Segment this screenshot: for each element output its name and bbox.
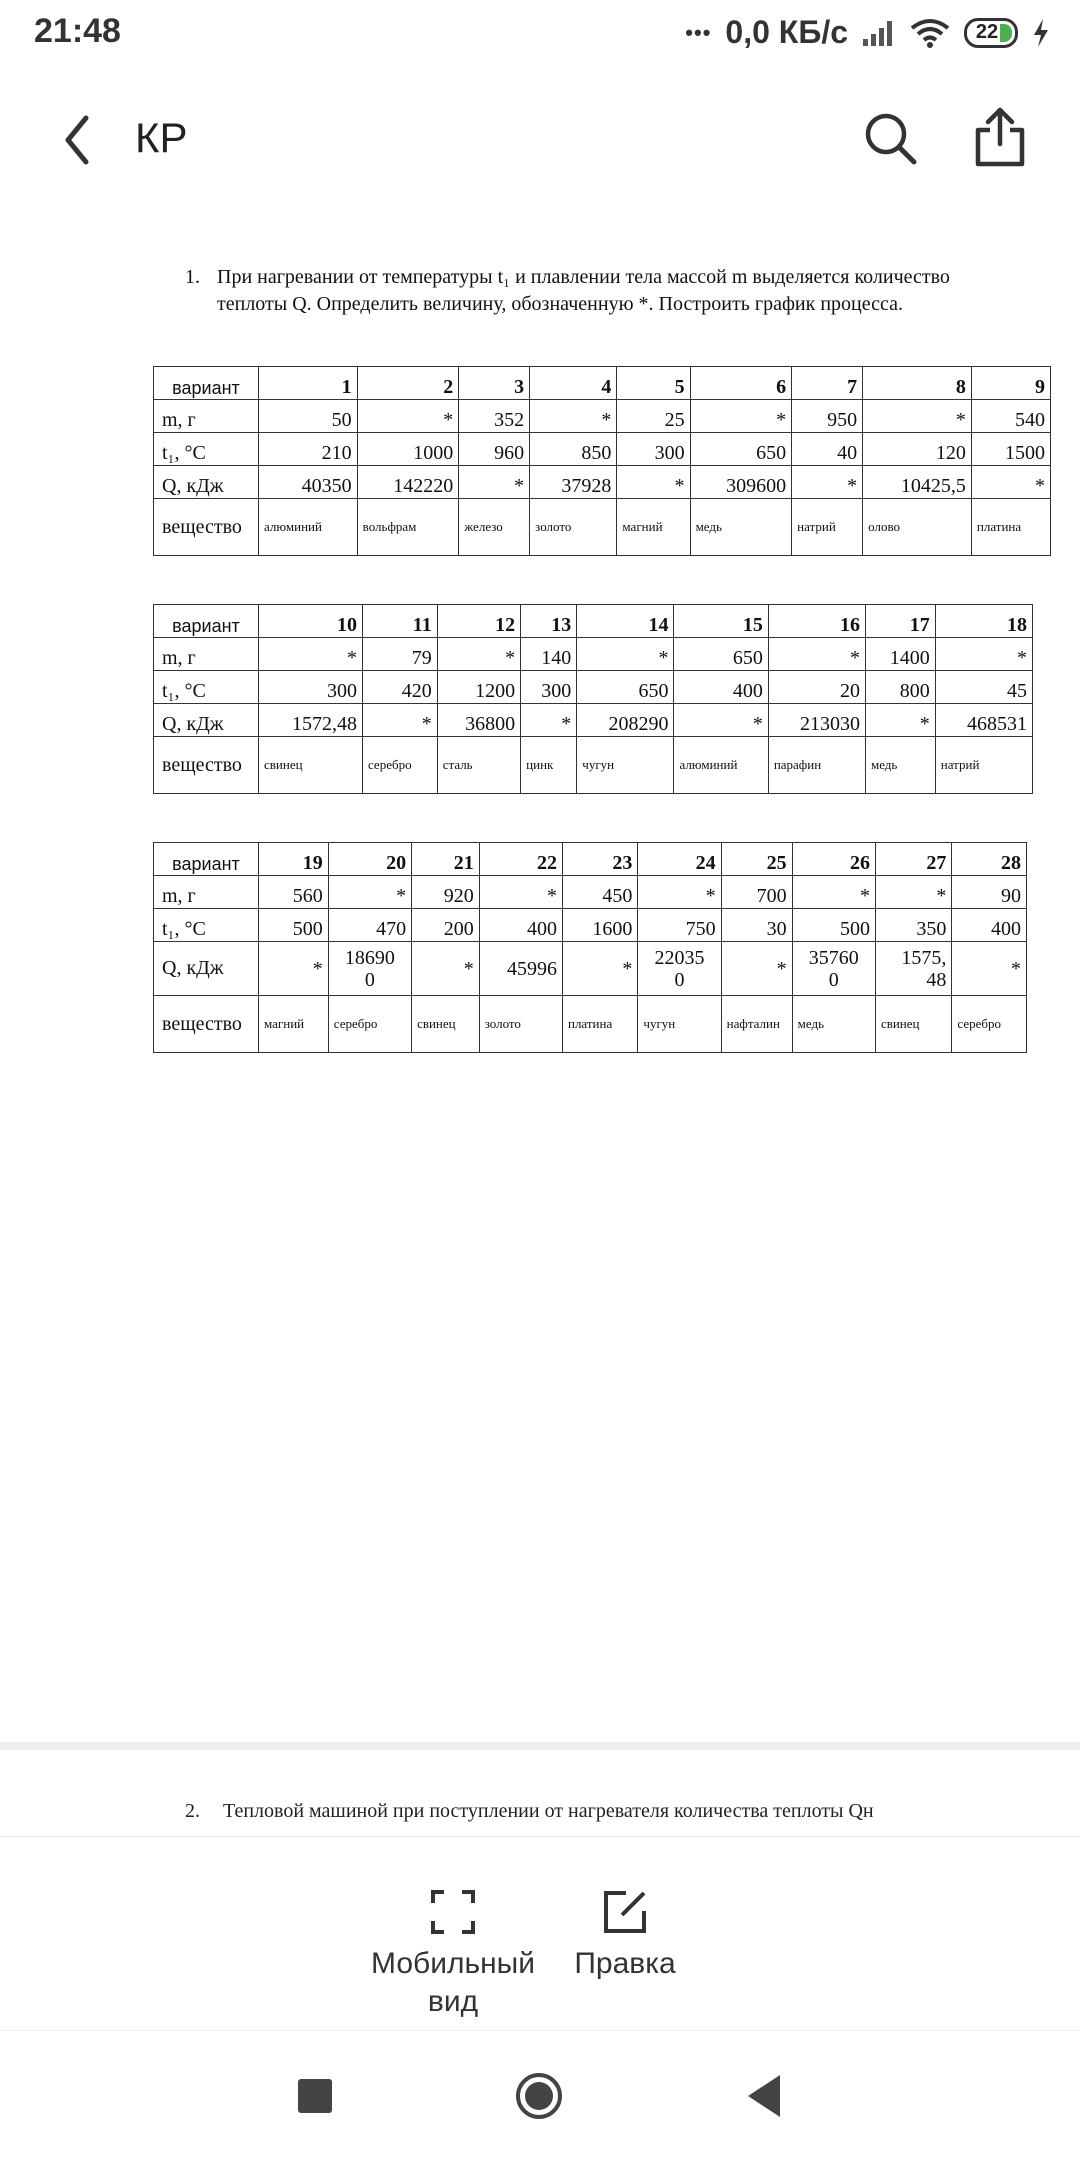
heat-cell: 22035 0 [638,942,721,996]
variant-cell: 20 [328,843,411,876]
table-row-variant [154,367,1051,400]
substance-cell: серебро [952,996,1027,1053]
variant-cell: 17 [865,605,935,638]
mass-cell: 79 [363,638,438,671]
variant-cell: 14 [577,605,674,638]
temp-cell: 1500 [971,433,1050,466]
table-row-substance [154,499,1051,556]
table-row-substance [154,996,1027,1053]
app-toolbar [0,90,1080,190]
temp-cell: 420 [363,671,438,704]
heat-cell: * [459,466,530,499]
question-text: При нагревании от температуры t₁ и плавлении тела массой m выделяется количество теплоты Q. Определить величину, обозначенную *. Построить график процесса. [217,266,950,315]
variant-cell: 11 [363,605,438,638]
substance-cell: медь [690,499,792,556]
question-number: 1. [185,266,200,288]
heat-cell: 213030 [768,704,865,737]
variant-cell: 22 [479,843,562,876]
heat-cell: 37928 [530,466,617,499]
row-label-temp: t₁, °C [154,909,259,942]
variant-cell: 27 [875,843,951,876]
row-label-mass: m, г [154,638,259,671]
variant-cell: 15 [674,605,768,638]
substance-cell: платина [971,499,1050,556]
temp-cell: 650 [690,433,792,466]
temp-cell: 470 [328,909,411,942]
substance-cell: парафин [768,737,865,794]
substance-cell: свинец [412,996,480,1053]
table-row-substance [154,737,1033,794]
edit-icon [602,1889,648,1935]
variant-cell: 9 [971,367,1050,400]
temp-cell: 30 [721,909,792,942]
variant-cell: 1 [259,367,358,400]
substance-cell: свинец [875,996,951,1053]
variants-table-3 [153,842,1027,1053]
heat-cell: * [412,942,480,996]
mass-cell: 920 [412,876,480,909]
mobile-view-label: Мобильный вид [371,1947,535,2018]
expand-icon [430,1889,476,1935]
variant-cell: 23 [562,843,637,876]
mass-cell: 140 [521,638,577,671]
battery-icon [964,18,1018,48]
mass-cell: 540 [971,400,1050,433]
mass-cell: * [792,876,875,909]
back-arrow-icon[interactable] [56,110,104,170]
temp-cell: 40 [792,433,863,466]
row-label-heat: Q, кДж [154,704,259,737]
battery-level: 22 [975,21,999,43]
heat-cell: * [521,704,577,737]
status-bar [0,0,1080,70]
mass-cell: 1400 [865,638,935,671]
question-2 [185,1800,874,1823]
mass-cell: 90 [952,876,1027,909]
mass-cell: * [935,638,1032,671]
heat-cell: * [971,466,1050,499]
mass-cell: * [863,400,972,433]
mass-cell: * [875,876,951,909]
row-label-mass: m, г [154,876,259,909]
temp-cell: 300 [617,433,690,466]
mass-cell: 950 [792,400,863,433]
temp-cell: 300 [521,671,577,704]
mass-cell: 650 [674,638,768,671]
heat-cell: 36800 [437,704,520,737]
variant-cell: 18 [935,605,1032,638]
mass-cell: 560 [259,876,329,909]
edit-button[interactable] [570,1889,680,1983]
temp-cell: 500 [259,909,329,942]
substance-cell: магний [617,499,690,556]
table-row-variant [154,843,1027,876]
share-icon[interactable] [972,106,1028,168]
mass-cell: * [768,638,865,671]
heat-cell: * [792,466,863,499]
table-row-mass [154,638,1033,671]
variant-cell: 21 [412,843,480,876]
temp-cell: 300 [259,671,363,704]
row-label-mass: m, г [154,400,259,433]
table-row-heat [154,466,1051,499]
row-label-substance: вещество [154,499,259,556]
variants-table-1 [153,366,1051,556]
temp-cell: 210 [259,433,358,466]
variant-cell: 10 [259,605,363,638]
mass-cell: * [690,400,792,433]
heat-cell: * [952,942,1027,996]
substance-cell: нафталин [721,996,792,1053]
heat-cell: * [617,466,690,499]
substance-cell: медь [792,996,875,1053]
mass-cell: * [577,638,674,671]
mass-cell: * [638,876,721,909]
variant-cell: 19 [259,843,329,876]
variant-cell: 28 [952,843,1027,876]
substance-cell: вольфрам [357,499,459,556]
temp-cell: 750 [638,909,721,942]
row-label-variant: вариант [154,367,259,400]
substance-cell: чугун [638,996,721,1053]
variant-cell: 24 [638,843,721,876]
substance-cell: чугун [577,737,674,794]
mass-cell: 450 [562,876,637,909]
substance-cell: натрий [935,737,1032,794]
mobile-view-button[interactable] [368,1889,538,2021]
substance-cell: железо [459,499,530,556]
row-label-heat: Q, кДж [154,466,259,499]
table-row-heat [154,704,1033,737]
page-separator [0,1742,1080,1750]
heat-cell: 142220 [357,466,459,499]
row-label-heat: Q, кДж [154,942,259,996]
table-row-temp [154,909,1027,942]
variant-cell: 4 [530,367,617,400]
temp-cell: 200 [412,909,480,942]
temp-cell: 120 [863,433,972,466]
variant-cell: 3 [459,367,530,400]
heat-cell: 1575, 48 [875,942,951,996]
signal-icon [862,19,896,47]
substance-cell: алюминий [259,499,358,556]
variants-table-2 [153,604,1033,794]
variant-cell: 7 [792,367,863,400]
temp-cell: 850 [530,433,617,466]
heat-cell: 309600 [690,466,792,499]
variant-cell: 12 [437,605,520,638]
mass-cell: 25 [617,400,690,433]
variant-cell: 5 [617,367,690,400]
substance-cell: золото [530,499,617,556]
row-label-substance: вещество [154,996,259,1053]
temp-cell: 45 [935,671,1032,704]
heat-cell: * [721,942,792,996]
bottom-action-panel [0,1836,1080,2031]
heat-cell: 208290 [577,704,674,737]
heat-cell: * [562,942,637,996]
heat-cell: 18690 0 [328,942,411,996]
document-title: КР [135,114,188,161]
temp-cell: 800 [865,671,935,704]
variant-cell: 25 [721,843,792,876]
temp-cell: 960 [459,433,530,466]
heat-cell: * [363,704,438,737]
table-row-mass [154,400,1051,433]
substance-cell: свинец [259,737,363,794]
substance-cell: платина [562,996,637,1053]
recents-icon[interactable] [298,2079,332,2113]
heat-cell: * [674,704,768,737]
question-text: Тепловой машиной при поступлении от нагревателя количества теплоты Qн [223,1800,874,1822]
row-label-temp: t₁, °C [154,433,259,466]
mass-cell: 50 [259,400,358,433]
substance-cell: серебро [328,996,411,1053]
back-triangle-icon[interactable] [744,2073,784,2119]
variant-cell: 16 [768,605,865,638]
edit-label: Правка [574,1947,676,1980]
heat-cell: * [259,942,329,996]
status-time: 21:48 [34,12,121,50]
substance-cell: алюминий [674,737,768,794]
table-row-mass [154,876,1027,909]
substance-cell: медь [865,737,935,794]
temp-cell: 650 [577,671,674,704]
variant-cell: 8 [863,367,972,400]
mass-cell: * [357,400,459,433]
temp-cell: 400 [952,909,1027,942]
substance-cell: золото [479,996,562,1053]
mass-cell: 700 [721,876,792,909]
mass-cell: 352 [459,400,530,433]
charging-icon [1032,18,1050,48]
question-number: 2. [185,1800,200,1822]
mass-cell: * [479,876,562,909]
variant-cell: 26 [792,843,875,876]
substance-cell: серебро [363,737,438,794]
heat-cell: 45996 [479,942,562,996]
row-label-variant: вариант [154,843,259,876]
heat-cell: 468531 [935,704,1032,737]
mass-cell: * [530,400,617,433]
mass-cell: * [259,638,363,671]
row-label-temp: t₁, °C [154,671,259,704]
temp-cell: 350 [875,909,951,942]
table-row-temp [154,433,1051,466]
substance-cell: сталь [437,737,520,794]
heat-cell: 10425,5 [863,466,972,499]
mass-cell: * [328,876,411,909]
heat-cell: * [865,704,935,737]
variant-cell: 2 [357,367,459,400]
status-dots: ••• [685,19,712,45]
row-label-substance: вещество [154,737,259,794]
variant-cell: 13 [521,605,577,638]
search-icon[interactable] [862,110,918,166]
wifi-icon [910,18,950,48]
substance-cell: магний [259,996,329,1053]
temp-cell: 500 [792,909,875,942]
heat-cell: 35760 0 [792,942,875,996]
table-row-temp [154,671,1033,704]
table-row-variant [154,605,1033,638]
table-row-heat [154,942,1027,996]
home-icon[interactable] [514,2071,564,2121]
substance-cell: натрий [792,499,863,556]
mass-cell: * [437,638,520,671]
heat-cell: 1572,48 [259,704,363,737]
substance-cell: олово [863,499,972,556]
row-label-variant: вариант [154,605,259,638]
temp-cell: 400 [479,909,562,942]
variant-cell: 6 [690,367,792,400]
temp-cell: 20 [768,671,865,704]
temp-cell: 1000 [357,433,459,466]
network-speed: 0,0 КБ/с [725,14,848,50]
temp-cell: 400 [674,671,768,704]
temp-cell: 1200 [437,671,520,704]
temp-cell: 1600 [562,909,637,942]
heat-cell: 40350 [259,466,358,499]
system-nav-bar [0,2030,1080,2161]
substance-cell: цинк [521,737,577,794]
